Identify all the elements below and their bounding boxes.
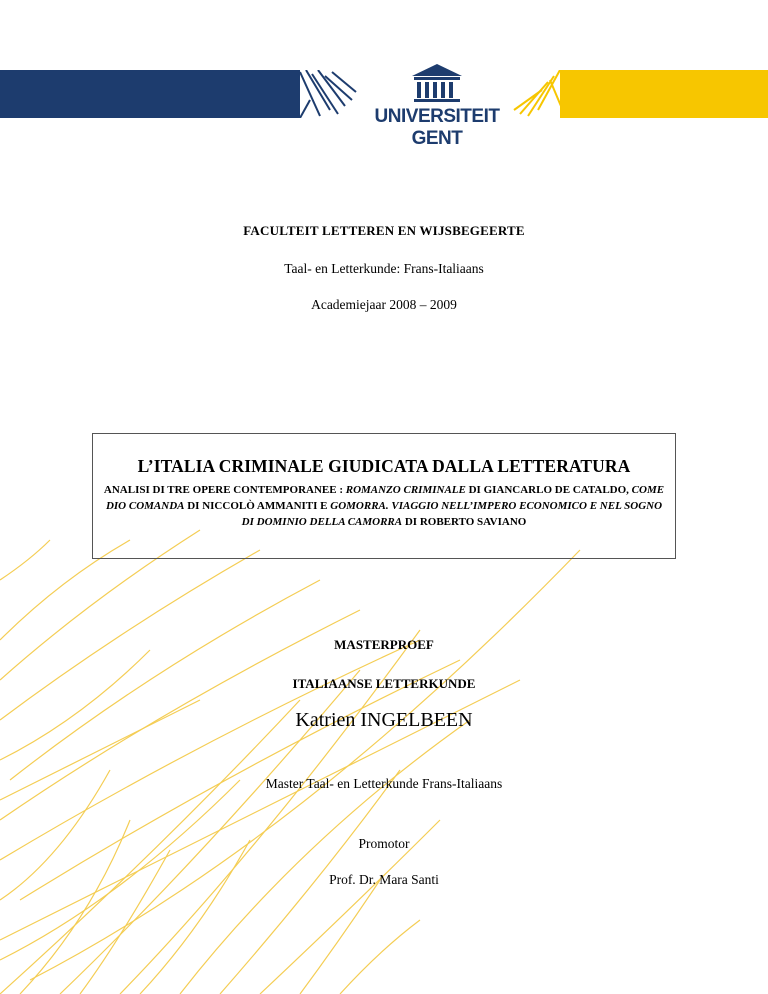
logo-text-universiteit: UNIVERSITEIT	[374, 106, 500, 127]
subtitle-work-title: ROMANZO CRIMINALE	[345, 484, 466, 496]
promotor-name: Prof. Dr. Mara Santi	[329, 872, 439, 887]
academic-year: Academiejaar 2008 – 2009	[311, 297, 457, 312]
subtitle-part: DI NICCOLÒ AMMANITI E	[184, 500, 331, 512]
subtitle-work-title: COME DIO COMANDA	[105, 484, 665, 512]
subtitle-part: DI GIANCARLO DE CATALDO,	[465, 484, 632, 496]
subtitle-part: ANALISI DI TRE OPERE CONTEMPORANEE :	[103, 484, 346, 496]
degree-name: Master Taal- en Letterkunde Frans-Italiaans	[265, 776, 503, 791]
thesis-field: ITALIAANSE LETTERKUNDE	[292, 676, 476, 691]
promotor-label: Promotor	[358, 836, 410, 851]
temple-icon	[372, 60, 502, 106]
subtitle-work-title: GOMORRA. VIAGGIO NELL’IMPERO ECONOMICO E NEL SOGNO DI DOMINIO DELLA CAMORRA	[241, 500, 663, 528]
title-box	[92, 433, 676, 559]
program-name: Taal- en Letterkunde: Frans-Italiaans	[284, 261, 484, 276]
banner-blue-stripe	[0, 70, 360, 118]
faculty-name: FACULTEIT LETTEREN EN WIJSBEGEERTE	[243, 223, 525, 238]
thesis-subtitle	[101, 482, 667, 530]
logo-text-gent: GENT	[411, 128, 463, 149]
decorative-strokes	[0, 520, 768, 994]
author-name: Katrien INGELBEEN	[295, 709, 473, 731]
thesis-title: L’ITALIA CRIMINALE GIUDICATA DALLA LETTERATURA	[137, 456, 631, 476]
subtitle-part: DI ROBERTO SAVIANO	[402, 516, 527, 528]
university-logo	[372, 60, 502, 156]
banner-yellow-stripe	[510, 70, 768, 118]
thesis-type: MASTERPROEF	[334, 637, 434, 652]
